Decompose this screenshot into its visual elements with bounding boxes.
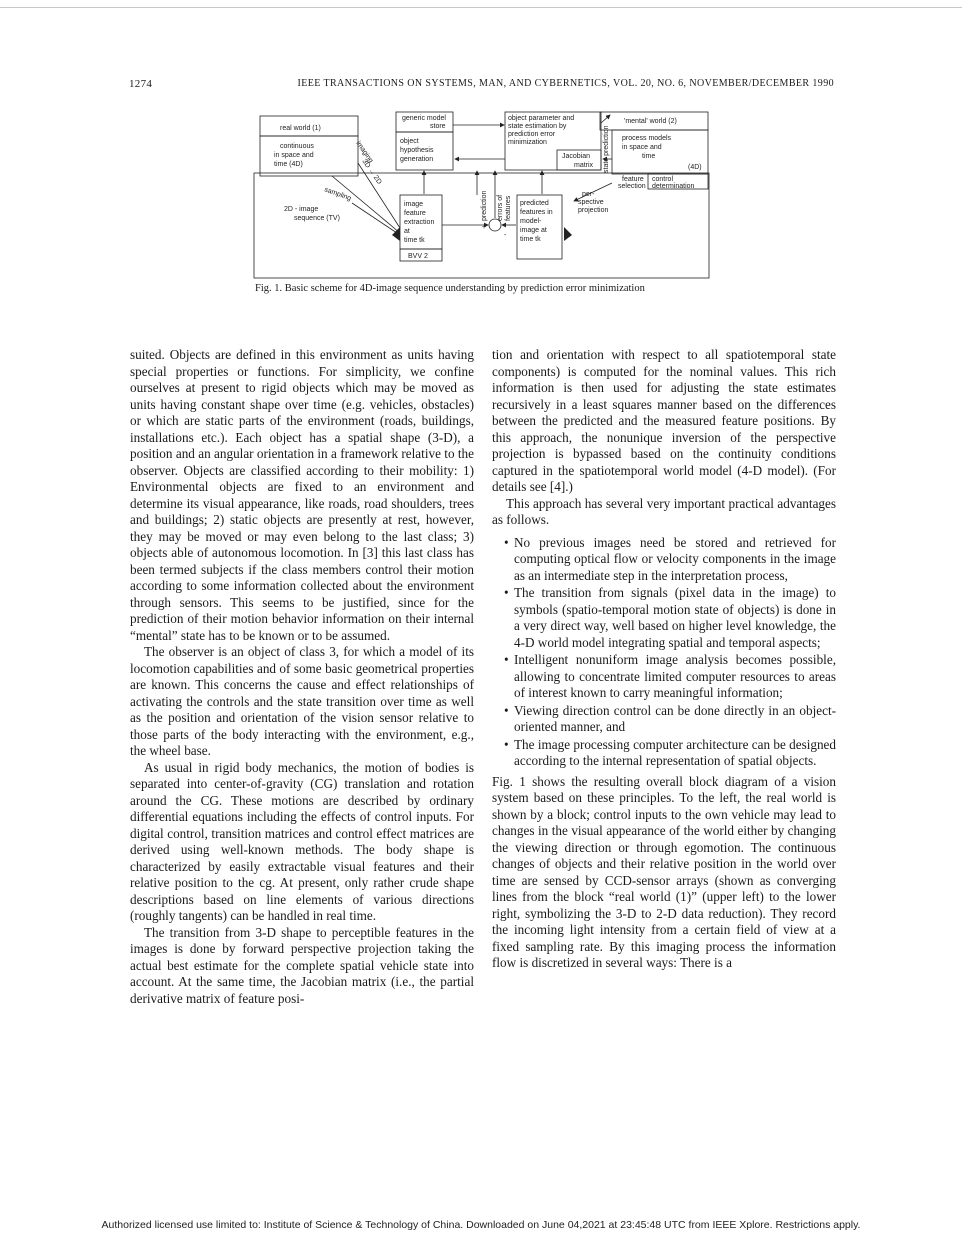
predicted-line-3: model-	[520, 218, 542, 225]
list-item	[492, 535, 836, 585]
block-diagram-svg	[252, 103, 712, 281]
list-item	[492, 703, 836, 736]
left-paragraph-2: The observer is an object of class 3, for which a model of its locomotion capabilities and of some basic geometrical properties are known. This concerns the cause and effect relationships of activating the controls and the state transition over time as well as the position and orientation of the vision sensor relative to those parts of the body interacting with the environment, e.g., the wheel base.	[130, 644, 474, 758]
list-item-text: The image processing computer architecture can be designed according to the internal representation of spatial objects.	[514, 736, 836, 768]
sampling-label: sampling	[323, 186, 353, 203]
process-models-line-3: time	[642, 153, 656, 160]
list-item	[492, 585, 836, 651]
image-feature-line-5: time tk	[404, 237, 425, 244]
left-column	[130, 347, 474, 1007]
errors-line-1: errors of	[497, 194, 504, 221]
image-seq-line-2: sequence (TV)	[294, 215, 340, 222]
process-models-line-2: in space and	[622, 144, 662, 151]
list-item	[492, 737, 836, 770]
bullet-dot: •	[504, 702, 509, 718]
left-paragraph-4: The transition from 3-D shape to perceptible features in the images is done by forward perspective projection taking the actual best estimate for the complete spatial vehicle state into account. At the same time, the Jacobian matrix (i.e., the partial derivative matrix of feature posi-	[130, 924, 474, 1006]
minus-sign: -	[504, 232, 507, 239]
control-line-1: control	[652, 176, 674, 183]
plus-sign: +	[482, 224, 487, 231]
prediction-label: prediction	[481, 190, 488, 221]
image-feature-line-1: image	[404, 201, 424, 208]
bullet-dot: •	[504, 736, 509, 752]
bvv-label: BVV 2	[408, 253, 428, 260]
page-number: 1274	[129, 78, 153, 90]
object-param-line-1: object parameter and	[508, 115, 575, 122]
image-feature-line-3: extraction	[404, 219, 435, 226]
list-item-text: The transition from signals (pixel data in the image) to symbols (spatio-temporal motion state of objects) is done in a very direct way, well based on higher level knowledge, the 4-D world model integrating spatial and temporal aspects;	[514, 585, 836, 650]
jacobian-line-1: Jacobian	[562, 153, 591, 160]
perspective-line-2: spective	[578, 199, 604, 206]
feature-selection-line-1: feature	[622, 176, 644, 183]
object-param-line-2: state estimation by	[508, 123, 567, 130]
list-item	[492, 652, 836, 702]
bullet-dot: •	[504, 652, 509, 667]
state-prediction-label: state prediction	[603, 125, 610, 173]
object-hyp-line-1: object	[400, 138, 419, 145]
figure-block-diagram	[252, 103, 712, 281]
right-paragraph-1: tion and orientation with respect to all spatiotemporal state components) is computed for the nominal values. This rich information is then used for adjusting the state estimates recursively in a least squares manner based on the differences between the predicted and the measured feature positions. By this approach, the nonunique inversion of the perspective projection is bypassed based on the continuity conditions captured in the spatiotemporal world model (4-D model). (For details see [4].)	[492, 347, 836, 494]
continuous-line-2: in space and	[274, 152, 314, 159]
three-d-label: 3D → 2D	[360, 158, 383, 186]
four-d-label: (4D)	[688, 164, 702, 171]
feature-selection-line-2: selection	[618, 183, 646, 190]
bullet-dot: •	[504, 585, 509, 600]
list-item-text: Intelligent nonuniform image analysis becomes possible, allowing to concentrate limited computer resources to areas of interest known to carry meaningful information;	[514, 652, 836, 700]
image-feature-line-2: feature	[404, 210, 426, 217]
running-head: IEEE TRANSACTIONS ON SYSTEMS, MAN, AND CYBERNETICS, VOL. 20, NO. 6, NOVEMBER/DECEMBER 1990	[297, 78, 834, 89]
right-paragraph-3: Fig. 1 shows the resulting overall block diagram of a vision system based on these principles. To the left, the real world is shown by a block; control inputs to the own vehicle may lead to changes in the visual appearance of the world either by changing the viewing direction or through egomotion. The continuous changes of objects and their relative position in the world over time are sensed by CCD-sensor arrays (shown as converging lines from the block “real world (1)” (upper left) to the lower right, symbolizing the 3-D to 2-D data reduction). They record the incoming light intensity from a certain field of view at a fixed sampling rate. By this imaging process the information flow is discretized in several ways: There is a	[492, 773, 836, 970]
continuous-line-1: continuous	[280, 143, 314, 150]
predicted-line-5: time tk	[520, 236, 541, 243]
list-item-text: Viewing direction control can be done directly in an object-oriented manner, and	[514, 702, 836, 734]
perspective-line-1: per-	[582, 191, 595, 198]
footer-license: Authorized licensed use limited to: Institute of Science & Technology of China. Downloaded on June 04,2021 at 23:45:48 UTC from IEEE Xplore. Restrictions apply.	[101, 1219, 861, 1231]
left-paragraph-1: suited. Objects are defined in this environment as units having special properties or functions. For simplicity, we confine ourselves at present to rigid objects which may be moved as units having constant shape over time (e.g. vehicles, obstacles) or which are static parts of the environment (roads, buildings, installations etc.). Each object has a spatial shape (3-D), a position and an angular orientation in a framework relative to the observer. Objects are classified according to their mobility: 1) Environmental objects are fixed to an environment and determine its visual appearance, like roads, road shoulders, trees and buildings; 2) static objects are presently at rest, however, they may be moved or may even belong to the last class; 3) objects able of autonomous locomotion. In [3] this last class has been termed subjects if the class members control their motion according to some information collected about the environment through sensors. This seems to be justified, since for the prediction of their motion behavior information on their internal “mental” state has to be known or to be assumed.	[130, 347, 474, 643]
errors-line-2: features	[505, 195, 512, 221]
mental-world-label: 'mental' world (2)	[624, 118, 677, 125]
advantages-list	[492, 535, 836, 770]
object-hyp-line-2: hypothesis	[400, 147, 434, 154]
top-rule	[0, 7, 962, 8]
continuous-line-3: time (4D)	[274, 161, 303, 168]
control-line-2: determination	[652, 183, 695, 190]
predicted-line-4: image at	[520, 227, 547, 234]
bullet-dot: •	[504, 534, 509, 550]
left-paragraph-3: As usual in rigid body mechanics, the motion of bodies is separated into center-of-gravity (CG) translation and rotation around the CG. These motions are described by ordinary differential equations including the effects of control inputs. For digital control, transition matrices and control effect matrices are derived using well-known methods. The body shape is characterized by easily extractable visual features and their relative position to the cg. At present, only rather crude shape descriptions based on line elements of various directions (roughly tangents) can be handled in real time.	[130, 759, 474, 923]
predicted-line-1: predicted	[520, 200, 549, 207]
list-item-text: No previous images need be stored and retrieved for computing optical flow or velocity components in the image as an intermediate step in the interpretation process,	[514, 534, 836, 583]
generic-model-line-2: store	[430, 123, 446, 130]
predicted-line-2: features in	[520, 209, 553, 216]
image-seq-line-1: 2D - image	[284, 206, 319, 213]
process-models-line-1: process models	[622, 135, 672, 142]
right-paragraph-2: This approach has several very important practical advantages as follows.	[492, 495, 836, 527]
object-param-line-4: minimization	[508, 139, 547, 146]
figure-caption: Fig. 1. Basic scheme for 4D-image sequence understanding by prediction error minimization	[255, 283, 645, 294]
image-feature-line-4: at	[404, 228, 410, 235]
real-world-label: real world (1)	[280, 125, 321, 132]
jacobian-line-2: matrix	[574, 162, 594, 169]
perspective-line-3: projection	[578, 207, 609, 214]
object-param-line-3: prediction error	[508, 131, 556, 138]
object-hyp-line-3: generation	[400, 156, 434, 163]
generic-model-line-1: generic model	[402, 115, 446, 122]
right-column	[492, 347, 836, 972]
imaging-label: imaging	[354, 140, 375, 165]
